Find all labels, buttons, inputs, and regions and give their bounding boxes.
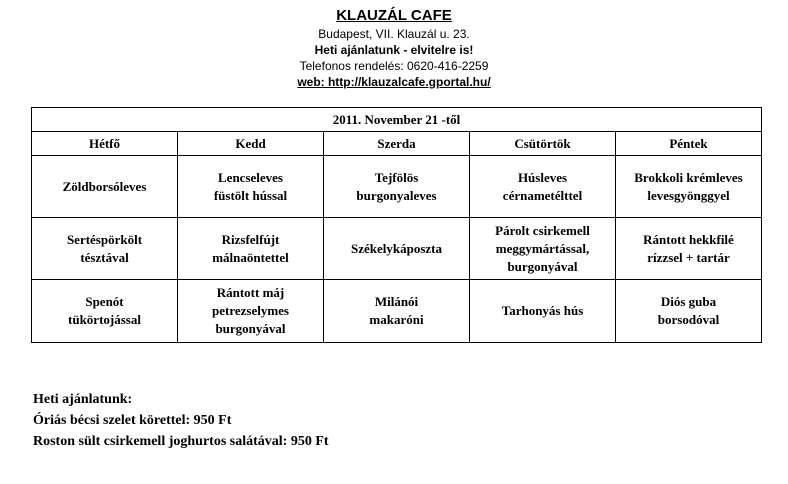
dish-line: Sertéspörkölt [66, 231, 143, 247]
weekly-offers-heading: Heti ajánlatunk: [33, 392, 133, 407]
day-header-monday: Hétfő [32, 132, 178, 156]
dish-line: Tarhonyás hús [501, 303, 584, 318]
dish-cell [324, 218, 470, 280]
dish-row-soups [32, 156, 762, 218]
dish-line: Rizsfelfújt [221, 231, 280, 247]
weekly-offer-item: Óriás bécsi szelet körettel: 950 Ft [33, 413, 232, 428]
dish-line: burgonyával [507, 258, 578, 274]
dish-line: petrezselymes [211, 303, 289, 318]
dish-line: Diós guba [660, 294, 717, 309]
phone-order-info: Telefonos rendelés: 0620-416-2259 [299, 59, 489, 73]
dish-line: málnaöntettel [212, 249, 289, 265]
dish-cell [324, 280, 470, 343]
dish-cell [470, 218, 616, 280]
weekly-menu-table [31, 107, 762, 343]
dish-line: Zöldborsóleves [62, 178, 147, 194]
dish-line: burgonyával [215, 321, 286, 336]
dish-line: Brokkoli krémleves [634, 169, 743, 185]
dish-line: tükörtojással [68, 312, 141, 327]
dish-line: Rántott máj [216, 285, 285, 300]
dish-cell [32, 156, 178, 218]
dish-cell [616, 280, 762, 343]
dish-line: cérnametélttel [502, 187, 583, 203]
dish-line: Tejfölös [374, 169, 419, 185]
weekly-offer-item: Roston sült csirkemell joghurtos salátával: 950 Ft [33, 434, 329, 449]
dish-cell [470, 280, 616, 343]
weekly-offers-footer [33, 389, 329, 452]
dish-line: Spenót [85, 294, 124, 309]
dish-row-mains-1 [32, 218, 762, 280]
dish-cell [616, 218, 762, 280]
dish-line: borsodóval [657, 312, 720, 327]
dish-line: tésztával [80, 249, 129, 265]
dish-line: Húsleves [517, 169, 568, 185]
menu-date-row [32, 108, 762, 132]
dish-line: Rántott hekkfilé [643, 231, 734, 247]
dish-line: Székelykáposzta [351, 240, 442, 256]
website-link[interactable]: web: http://klauzalcafe.gportal.hu/ [297, 75, 491, 89]
day-header-thursday: Csütörtök [470, 132, 616, 156]
day-header-tuesday: Kedd [178, 132, 324, 156]
dish-cell [178, 156, 324, 218]
dish-cell [178, 280, 324, 343]
weekly-offer-notice: Heti ajánlatunk - elvitelre is! [314, 43, 474, 57]
cafe-address: Budapest, VII. Klauzál u. 23. [318, 27, 470, 41]
menu-date: 2011. November 21 -től [32, 108, 762, 132]
cafe-title: KLAUZÁL CAFE [336, 7, 452, 24]
dish-line: Lencseleves [218, 169, 283, 185]
dish-line: Milánói [374, 294, 419, 309]
day-header-wednesday: Szerda [324, 132, 470, 156]
day-header-friday: Péntek [616, 132, 762, 156]
dish-line: makaróni [369, 312, 424, 327]
dish-cell [324, 156, 470, 218]
dish-cell [616, 156, 762, 218]
dish-line: Párolt csirkemell [495, 222, 590, 238]
dish-cell [32, 218, 178, 280]
dish-cell [470, 156, 616, 218]
dish-line: füstölt hússal [213, 187, 288, 203]
dish-cell [32, 280, 178, 343]
dish-line: burgonyaleves [356, 187, 437, 203]
dish-line: meggymártással, [495, 240, 590, 256]
menu-days-row [32, 132, 762, 156]
dish-line: levesgyönggyel [647, 187, 730, 203]
cafe-header [0, 6, 788, 90]
dish-cell [178, 218, 324, 280]
dish-line: rízzsel + tartár [647, 249, 730, 265]
dish-row-mains-2 [32, 280, 762, 343]
